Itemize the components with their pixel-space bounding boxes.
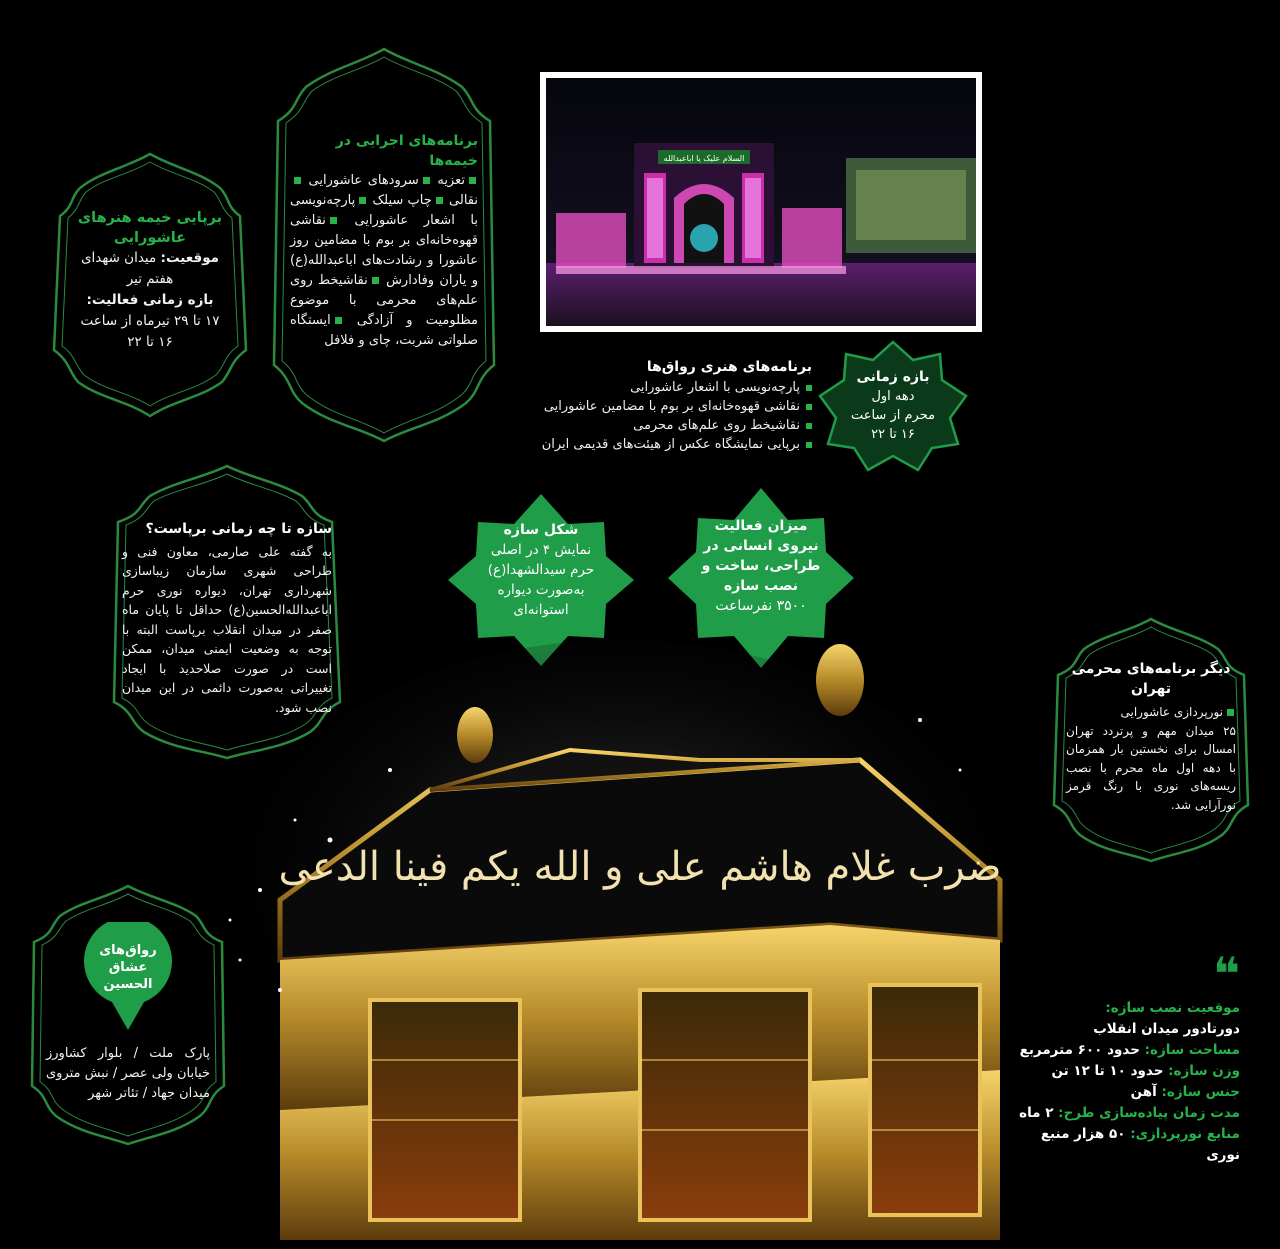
riwaq-body: پارک ملت / بلوار کشاورز خیابان ولی عصر / نبش متروی میدان جهاد / تئاتر شهر [46,1046,210,1101]
tent-time-value: ۱۷ تا ۲۹ تیرماه از ساعت ۱۶ تا ۲۲ [80,313,220,350]
shape-star-line: حرم سیدالشهدا(ع) [487,562,595,578]
duration-title: سازه تا چه زمانی برپاست؟ [145,521,332,537]
tent-time-label: بازه زمانی فعالیت: [86,292,214,308]
riwaq-panel [28,882,228,1150]
time-star-line: دهه اول [871,389,915,404]
spec-row: جنس سازه: آهن [1130,1084,1240,1100]
art-programs [500,356,812,454]
location-pin-icon [82,922,174,1032]
other-programs-panel [1050,615,1252,865]
art-program-item: نقاشیخط روی علم‌های محرمی [500,416,812,435]
art-program-item: برپایی نمایشگاه عکس از هیئت‌های قدیمی ایران [500,435,812,454]
exec-programs-panel [268,45,500,445]
labor-star-value: ۳۵۰۰ نفرساعت [715,598,807,614]
monument-illustration [220,640,1010,1240]
shape-star-title: شکل سازه [503,522,579,538]
finial [816,644,864,716]
art-program-item: پارچه‌نویسی با اشعار عاشورایی [500,378,812,397]
exec-item: چاپ سیلک [372,193,432,208]
spec-row: مدت زمان پیاده‌سازی طرح: ۲ ماه [1019,1105,1240,1121]
riwaq-badge-line: عشاق [108,960,148,975]
quote-mark-icon: ❝ [1213,947,1240,1001]
spec-row: دورتادور میدان انقلاب [1093,1021,1240,1037]
exec-item: نقاشی قهوه‌خانه‌ای بر بوم با مضامین روز عاشورا و رشادت‌های اباعبدالله(ع) و یاران وفادارش [290,213,478,288]
spec-row: منابع نورپردازی: ۵۰ هزار منبع نوری [1040,1126,1240,1163]
time-star [818,340,968,472]
shape-star-line: استوانه‌ای [513,602,569,618]
art-programs-title: برنامه‌های هنری رواق‌ها [646,359,812,375]
monument-inscription: ضرب غلام هاشم علی و الله یکم فینا الدعی [278,844,1002,890]
other-title: دیگر برنامه‌های محرمی تهران [1071,661,1231,697]
exec-item: تعزیه [437,173,465,188]
photo-frame [540,72,982,332]
spec-row: مساحت سازه: حدود ۶۰۰ مترمربع [1019,1042,1240,1058]
specs-block [1010,947,1240,1166]
exec-list [290,171,478,351]
labor-star-line: طراحی، ساخت و [701,558,821,574]
spec-row: وزن سازه: حدود ۱۰ تا ۱۲ تن [1051,1063,1240,1079]
art-program-item: نقاشی قهوه‌خانه‌ای بر بوم با مضامین عاشورایی [500,397,812,416]
time-star-line: ۱۶ تا ۲۲ [871,427,915,442]
exec-item: سرودهای عاشورایی [308,173,419,188]
exec-item: نقاشیخط روی علم‌های محرمی با موضوع مظلومیت و آزادگی [290,273,478,328]
shape-star-line: نمایش ۴ در اصلی [490,542,592,558]
tent-info-panel [50,150,250,420]
shrine-photo [546,78,976,326]
labor-star-line: نصب سازه [723,578,799,594]
riwaq-badge-line: رواق‌های [99,943,157,958]
exec-item: ایستگاه صلواتی شربت، چای و فلافل [290,313,478,348]
other-item-label: نورپردازی عاشورایی [1120,705,1223,719]
spec-row: موقعیت نصب سازه: [1105,1000,1240,1016]
shape-star-line: به‌صورت دیواره [497,582,585,598]
duration-body: به گفته علی صارمی، معاون فنی و طراحی شهری سازمان زیباسازی شهرداری تهران، دیواره نوری حرم اباعبدالله‌الحسین(ع) حداقل تا پایان ماه صفر در میدان انقلاب برپاست البته با توجه به وضعیت ایمنی میدان، ممکن است در صورت صلاحدید با ایجاد تغییراتی به‌صورت دائمی در این میدان نصب شود. [122,543,332,715]
exec-item: نقالی [449,193,478,208]
finial [457,707,493,763]
riwaq-badge-line: الحسین [103,977,153,992]
tent-location-value: میدان شهدای هفتم تیر [80,250,174,287]
labor-star-line: نیروی انسانی در [703,538,819,554]
tent-location-label: موقعیت: [160,250,220,266]
exec-title: برنامه‌های اجرایی در خیمه‌ها [335,133,478,169]
tent-title: برپایی خیمه هنرهای عاشورایی [77,210,223,246]
labor-star-line: میزان فعالیت [714,518,808,534]
exec-item: پارچه‌نویسی با اشعار عاشورایی [290,193,479,228]
other-body: ۲۵ میدان مهم و پرتردد تهران امسال برای نخستین بار همزمان با دهه اول ماه محرم با نصب ریسه‌های نوری با رنگ قرمز نورآرایی شد. [1066,723,1236,812]
time-star-line: محرم از ساعت [850,408,936,423]
gate-sign-text: السلام علیک یا اباعبدالله [663,154,745,163]
time-star-title: بازه زمانی [856,369,930,385]
